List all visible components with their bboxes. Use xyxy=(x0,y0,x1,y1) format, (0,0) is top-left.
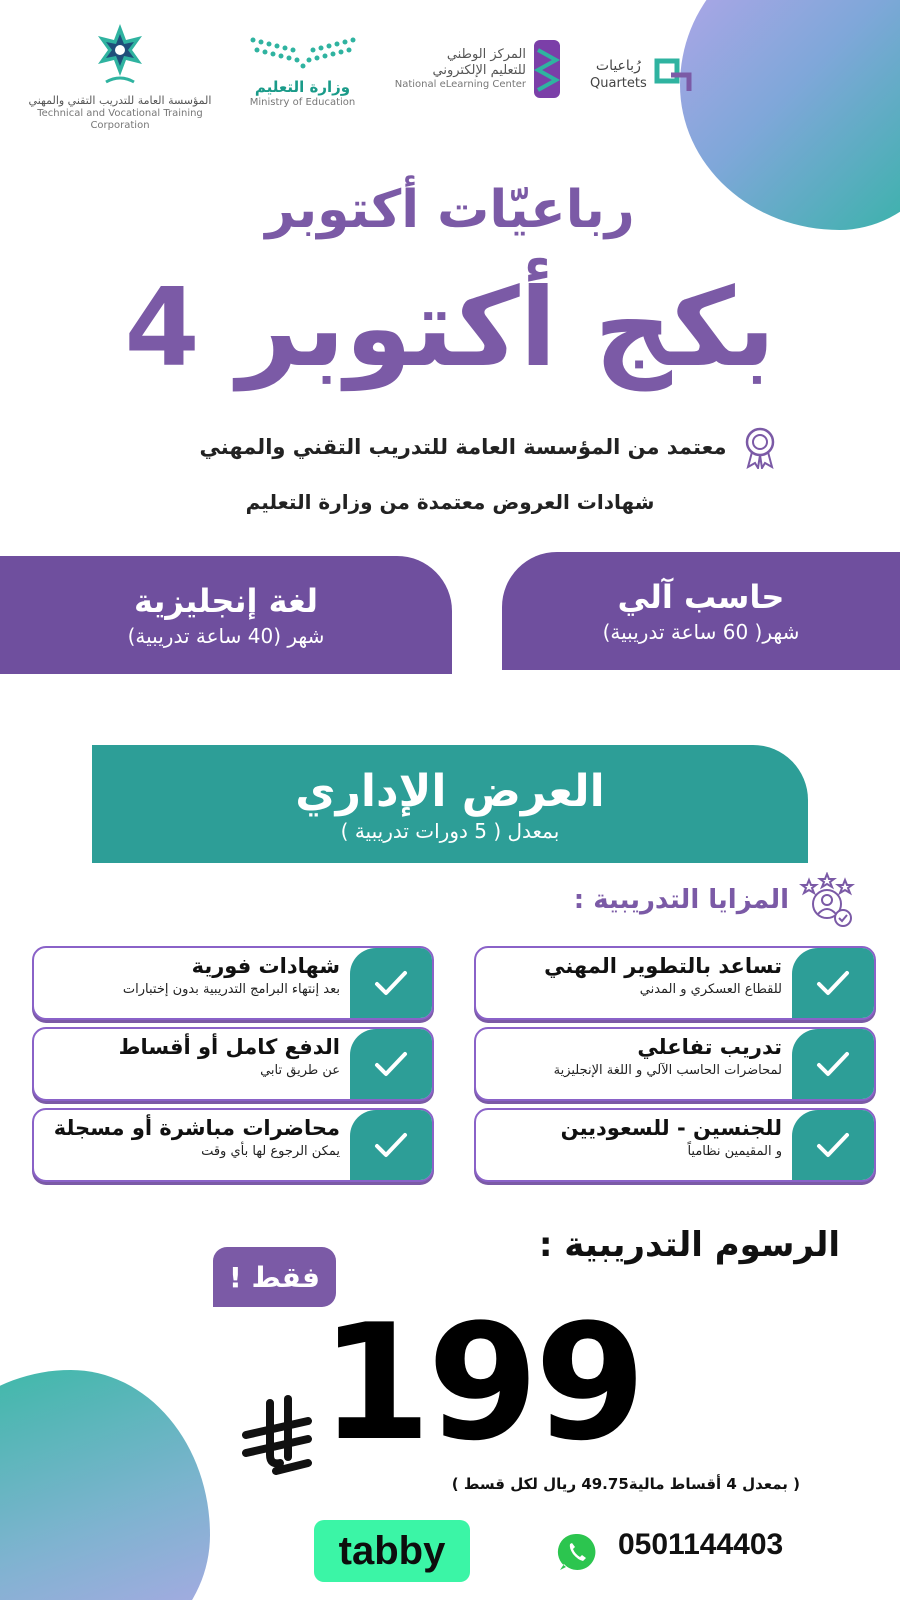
admin-offer-banner xyxy=(92,745,808,863)
moe-logo xyxy=(235,30,370,109)
only-badge: فقط ! xyxy=(213,1247,336,1307)
nelc-emblem-icon xyxy=(532,38,562,100)
quartets-name-en: Quartets xyxy=(590,75,647,91)
feature-card xyxy=(474,946,876,1020)
check-icon xyxy=(373,1049,409,1079)
feature-subtitle: يمكن الرجوع لها بأي وقت xyxy=(201,1144,340,1159)
nelc-logo xyxy=(392,38,562,100)
nelc-name-ar-1: المركز الوطني xyxy=(446,46,526,62)
fees-label: الرسوم التدريبية : xyxy=(538,1225,840,1265)
feature-title: تساعد بالتطوير المهني xyxy=(544,954,782,978)
phone-number[interactable]: 0501144403 xyxy=(618,1528,784,1561)
quartets-mark-icon xyxy=(653,55,693,95)
installments-note: ( بمعدل 4 أقساط مالية49.75 ريال لكل قسط ) xyxy=(451,1475,800,1493)
features-heading-text: المزايا التدريبية : xyxy=(573,885,789,915)
feature-title: محاضرات مباشرة أو مسجلة xyxy=(53,1116,340,1140)
course-english-title: لغة إنجليزية xyxy=(133,582,319,620)
approval-line xyxy=(180,425,800,469)
feature-card xyxy=(32,1027,434,1101)
tvtc-name-en: Technical and Vocational Training Corporation xyxy=(37,107,203,132)
tvtc-name-ar: المؤسسة العامة للتدريب التقني والمهني xyxy=(28,94,212,107)
moe-name-en: Ministry of Education xyxy=(249,96,356,108)
features-heading xyxy=(574,872,855,928)
tvtc-emblem-icon xyxy=(88,20,152,90)
nelc-name-ar-2: للتعليم الإلكتروني xyxy=(432,62,526,78)
check-icon xyxy=(373,1130,409,1160)
feature-title: شهادات فورية xyxy=(191,954,340,978)
moe-name-ar: وزارة التعليم xyxy=(254,78,351,96)
feature-subtitle: بعد إنتهاء البرامج التدريبية بدون إختبارات xyxy=(122,982,340,997)
check-icon xyxy=(815,1130,851,1160)
course-english-duration: شهر (40 ساعة تدريبية) xyxy=(127,624,325,648)
feature-card xyxy=(32,1108,434,1182)
whatsapp-icon[interactable] xyxy=(556,1531,598,1573)
feature-card xyxy=(32,946,434,1020)
certificates-note: شهادات العروض معتمدة من وزارة التعليم xyxy=(245,490,655,514)
moe-dots-icon xyxy=(243,30,363,74)
certificate-badge-icon xyxy=(740,425,780,469)
user-stars-icon xyxy=(799,872,855,928)
feature-subtitle: عن طريق تابي xyxy=(260,1063,340,1078)
offer-subtitle: بمعدل ( 5 دورات تدريبية ) xyxy=(340,818,560,843)
check-icon xyxy=(815,968,851,998)
feature-title: الدفع كامل أو أقساط xyxy=(118,1035,340,1059)
tvtc-logo xyxy=(10,20,230,133)
main-title: بكج أكتوبر 4 xyxy=(124,266,776,391)
check-icon-box xyxy=(792,1110,874,1180)
check-icon xyxy=(373,968,409,998)
price-value: 199 xyxy=(320,1289,642,1476)
feature-subtitle: للقطاع العسكري و المدني xyxy=(639,982,782,997)
feature-title: للجنسين - للسعوديين xyxy=(560,1116,782,1140)
nelc-name-en: National eLearning Center xyxy=(394,79,526,90)
course-english-card xyxy=(0,556,452,674)
approval-text: معتمد من المؤسسة العامة للتدريب التقني والمهني xyxy=(199,435,727,459)
check-icon-box xyxy=(350,948,432,1018)
feature-title: تدريب تفاعلي xyxy=(637,1035,782,1059)
quartets-logo xyxy=(590,55,700,95)
course-computer-title: حاسب آلي xyxy=(617,578,785,616)
feature-card xyxy=(474,1027,876,1101)
subtitle: رباعيّات أكتوبر xyxy=(265,180,635,240)
check-icon-box xyxy=(792,1029,874,1099)
feature-card xyxy=(474,1108,876,1182)
feature-subtitle: لمحاضرات الحاسب الآلي و اللغة الإنجليزية xyxy=(553,1063,782,1078)
check-icon xyxy=(815,1049,851,1079)
riyal-currency-icon xyxy=(240,1395,314,1475)
course-computer-duration: شهر( 60 ساعة تدريبية) xyxy=(602,620,800,644)
check-icon-box xyxy=(350,1029,432,1099)
tabby-logo: tabby xyxy=(314,1520,470,1582)
course-computer-card xyxy=(502,552,900,670)
check-icon-box xyxy=(350,1110,432,1180)
offer-title: العرض الإداري xyxy=(295,765,605,817)
feature-subtitle: و المقيمين نظامياً xyxy=(687,1144,782,1159)
check-icon-box xyxy=(792,948,874,1018)
quartets-name-ar: رُباعيات xyxy=(595,58,641,75)
